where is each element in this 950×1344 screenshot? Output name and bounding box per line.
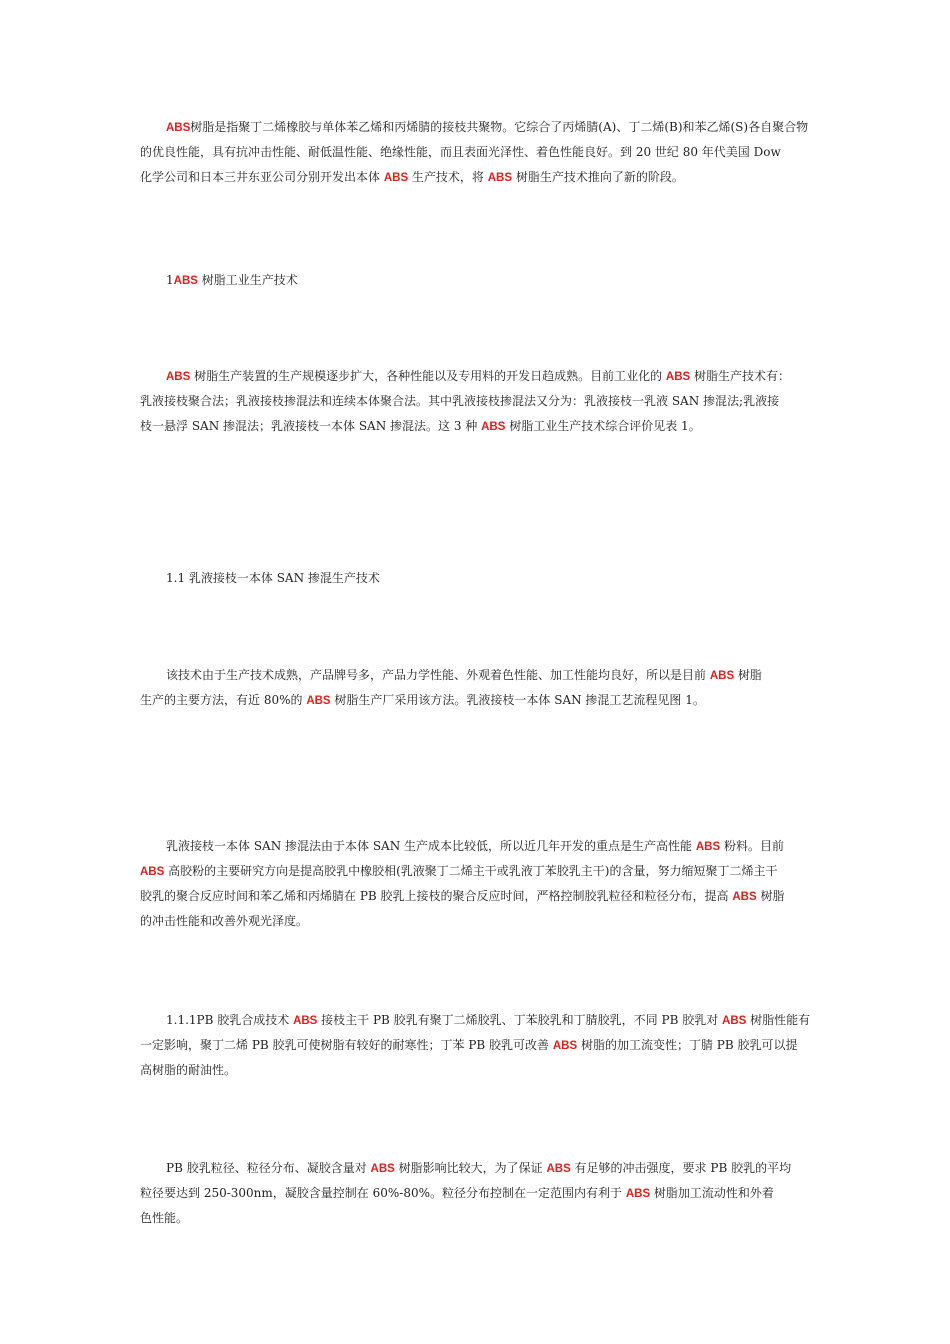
text-run: 树脂生产技术推向了新的阶段。 — [512, 170, 684, 184]
text-run: 树脂 — [734, 668, 762, 682]
paragraph-particle-size — [140, 1156, 815, 1231]
paragraph-pb-latex-synthesis — [140, 1008, 815, 1083]
text-run: 树脂是指聚丁二烯橡胶与单体苯乙烯和丙烯腈的接枝共聚物。它综合了丙烯腈(A)、丁二烯(B)和苯乙烯(S)各自聚合物 — [190, 120, 809, 134]
text-line — [140, 414, 815, 439]
text-line — [166, 568, 380, 593]
text-line — [140, 140, 815, 165]
text-run: 高树脂的耐油性。 — [140, 1063, 237, 1077]
text-line — [140, 1008, 815, 1033]
text-line — [140, 834, 815, 859]
text-run: 枝一悬浮 SAN 掺混法；乳液接枝一本体 SAN 掺混法。这 3 种 — [140, 419, 482, 433]
text-run: 粒径要达到 250-300nm，凝胶含量控制在 60%-80%。粒径分布控制在一定范围内有利于 — [140, 1186, 626, 1200]
text-run: 胶乳的聚合反应时间和苯乙烯和丙烯腈在 PB 胶乳上接枝的聚合反应时间，严格控制胶乳粒径和粒径分布，提高 — [140, 889, 733, 903]
abs-keyword: ABS — [487, 172, 513, 184]
text-run: 树脂生产技术有： — [690, 369, 791, 383]
text-run: 树脂生产装置的生产规模逐步扩大，各种性能以及专用料的开发日趋成熟。目前工业化的 — [190, 369, 666, 383]
text-run: 粉料。目前 — [720, 839, 784, 853]
text-run: 树脂工业生产技术 — [197, 273, 298, 287]
abs-keyword: ABS — [625, 1188, 651, 1200]
text-run: 1 — [166, 273, 174, 287]
text-line — [140, 115, 815, 140]
paragraph-high-rubber-powder — [140, 834, 815, 934]
text-run: 该技术由于生产技术成熟，产品牌号多，产品力学性能、外观着色性能、加工性能均良好，所以是目前 — [166, 668, 710, 682]
abs-keyword: ABS — [665, 371, 691, 383]
text-run: 树脂加工流动性和外着 — [650, 1186, 774, 1200]
text-run: 高胶粉的主要研究方向是提高胶乳中橡胶相(乳液聚丁二烯主干或乳液丁苯胶乳主干)的含量，努力缩短聚丁二烯主干 — [164, 864, 778, 878]
text-line — [166, 270, 298, 295]
section-heading-1-1 — [166, 568, 380, 593]
abs-keyword: ABS — [166, 122, 191, 134]
text-run: 化学公司和日本三井东亚公司分别开发出本体 — [140, 170, 384, 184]
text-run: 的冲击性能和改善外观光泽度。 — [140, 914, 309, 928]
abs-keyword: ABS — [293, 1015, 318, 1027]
text-run: 1.1 乳液接枝一本体 SAN 掺混生产技术 — [166, 571, 380, 585]
text-run: 接枝主干 PB 胶乳有聚丁二烯胶乳、丁苯胶乳和丁腈胶乳，不同 PB 胶乳对 — [317, 1013, 723, 1027]
abs-keyword: ABS — [722, 1015, 747, 1027]
text-run: 乳液接枝聚合法；乳液接枝掺混法和连续本体聚合法。其中乳液接枝掺混法又分为：乳液接枝一乳液 SAN 掺混法;乳液接 — [140, 394, 780, 408]
abs-keyword: ABS — [546, 1163, 571, 1175]
text-run: 树脂影响比较大，为了保证 — [394, 1161, 547, 1175]
text-run: 树脂的加工流变性；丁腈 PB 胶乳可以提 — [577, 1038, 798, 1052]
abs-keyword: ABS — [173, 275, 198, 287]
paragraph-technique-mature — [140, 663, 815, 713]
abs-keyword: ABS — [732, 891, 757, 903]
text-run: 的优良性能，具有抗冲击性能、耐低温性能、绝缘性能，而且表面光泽性、着色性能良好。到 20 世纪 80 年代美国 Dow — [140, 145, 781, 159]
text-run: 色性能。 — [140, 1211, 189, 1225]
abs-keyword: ABS — [166, 371, 191, 383]
text-line — [140, 663, 815, 688]
text-line — [140, 364, 815, 389]
paragraph-intro — [140, 115, 815, 190]
text-line — [140, 1058, 815, 1083]
text-run: PB 胶乳粒径、粒径分布、凝胶含量对 — [166, 1161, 371, 1175]
text-run: 树脂性能有 — [746, 1013, 811, 1027]
text-run: 生产技术，将 — [408, 170, 488, 184]
text-line — [140, 389, 815, 414]
text-run: 一定影响，聚丁二烯 PB 胶乳可使树脂有较好的耐寒性；丁苯 PB 胶乳可改善 — [140, 1038, 553, 1052]
abs-keyword: ABS — [481, 421, 506, 433]
abs-keyword: ABS — [709, 670, 735, 682]
abs-keyword: ABS — [695, 841, 721, 853]
text-line — [140, 1181, 815, 1206]
text-line — [140, 909, 815, 934]
text-line — [140, 165, 815, 190]
text-line — [140, 1033, 815, 1058]
abs-keyword: ABS — [140, 866, 165, 878]
text-run: 乳液接枝一本体 SAN 掺混法由于本体 SAN 生产成本比较低，所以近几年开发的重点是生产高性能 — [166, 839, 696, 853]
abs-keyword: ABS — [552, 1040, 578, 1052]
text-run: 生产的主要方法，有近 80%的 — [140, 693, 307, 707]
text-line — [140, 884, 815, 909]
text-line — [140, 859, 815, 884]
text-run: 有足够的冲击强度，要求 PB 胶乳的平均 — [570, 1161, 792, 1175]
abs-keyword: ABS — [306, 695, 331, 707]
text-run: 树脂工业生产技术综合评价见表 1。 — [505, 419, 701, 433]
section-heading-1 — [166, 270, 298, 295]
text-line — [140, 688, 815, 713]
abs-keyword: ABS — [370, 1163, 395, 1175]
text-run: 1.1.1PB 胶乳合成技术 — [166, 1013, 294, 1027]
text-run: 树脂 — [756, 889, 785, 903]
text-line — [140, 1206, 815, 1231]
text-run: 树脂生产厂采用该方法。乳液接枝一本体 SAN 掺混工艺流程见图 1。 — [330, 693, 705, 707]
abs-keyword: ABS — [383, 172, 409, 184]
paragraph-production-overview — [140, 364, 815, 439]
text-line — [140, 1156, 815, 1181]
